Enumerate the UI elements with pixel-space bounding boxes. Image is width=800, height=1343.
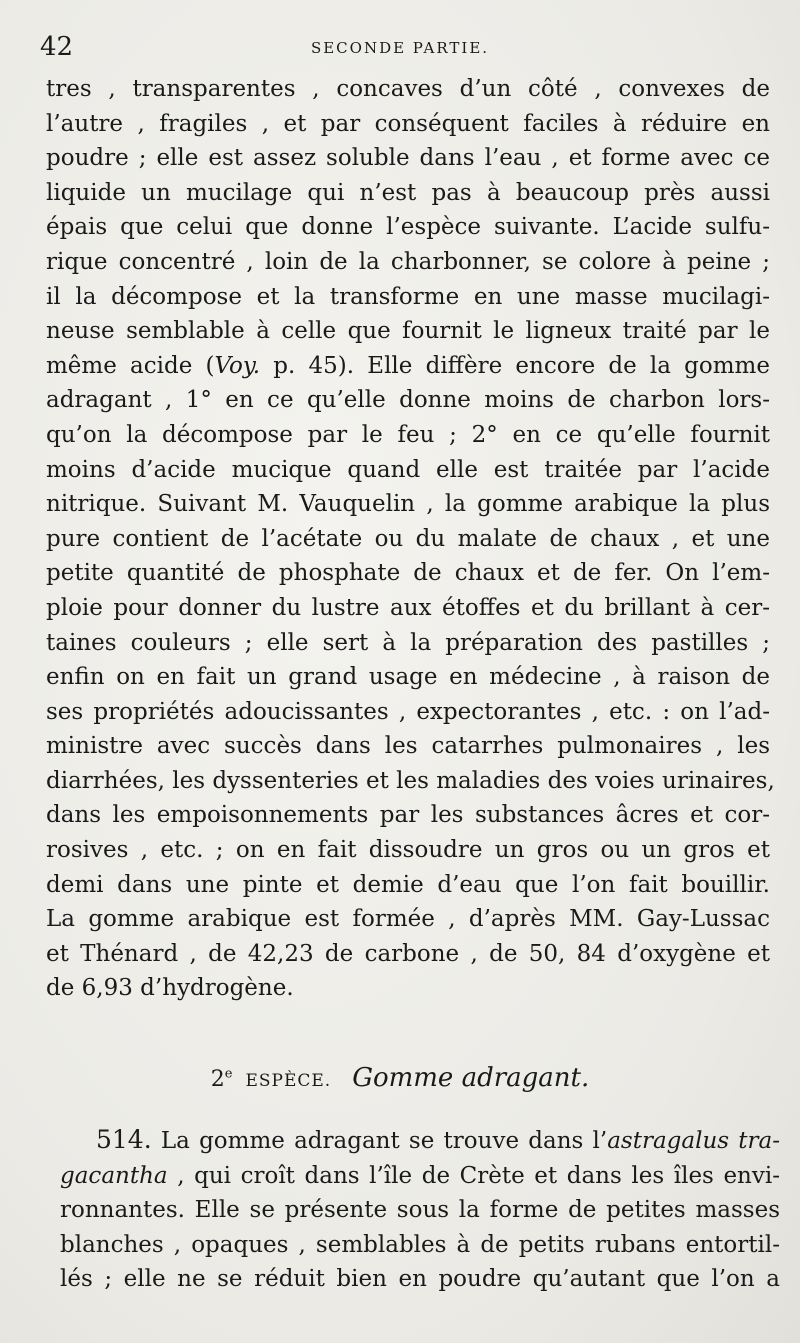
section-kind: ESPÈCE.: [245, 1071, 332, 1092]
text-line: tres , transparentes , concaves d’un côté , convexes de: [46, 76, 770, 102]
text-line: qu’on la décompose par le feu ; 2° en ce qu’elle fournit: [46, 421, 770, 448]
text-line: La gomme arabique est formée , d’après MM. Gay-Lussac: [46, 906, 770, 933]
text-line: ploie pour donner du lustre aux étoffes et du brillant à cer-: [46, 594, 770, 621]
text-line: taines couleurs ; elle sert à la préparation des pastilles ;: [46, 629, 770, 656]
italic-species-name: astragalus tra-: [607, 1128, 781, 1154]
paragraph-number: 514.: [96, 1125, 152, 1154]
paragraph-gomme-adragant: [60, 1123, 780, 1297]
text-line: ronnantes. Elle se présente sous la forme de petites masses: [60, 1197, 780, 1224]
section-heading: [0, 1055, 800, 1101]
text-line: poudre ; elle est assez soluble dans l’eau , et forme avec ce: [46, 145, 770, 172]
text-line: enfin on en fait un grand usage en médecine , à raison de: [46, 664, 770, 691]
text-line: adragant , 1° en ce qu’elle donne moins de charbon lors-: [46, 387, 770, 414]
italic-reference: Voy.: [214, 352, 261, 379]
page-header: [40, 30, 760, 66]
text-line: blanches , opaques , semblables à de petits rubans entortil-: [60, 1231, 780, 1258]
text-segment: , qui croît dans l’île de Crète et dans les îles envi-: [167, 1162, 780, 1189]
text-line: de 6,93 d’hydrogène.: [46, 975, 294, 1002]
text-line: l’autre , fragiles , et par conséquent faciles à réduire en: [46, 110, 770, 137]
running-head: SECONDE PARTIE.: [310, 39, 490, 57]
text-segment: La gomme adragant se trouve dans l’: [151, 1128, 608, 1154]
page-number: 42: [40, 32, 74, 62]
section-title: Gomme adragant.: [352, 1063, 590, 1094]
text-line: ministre avec succès dans les catarrhes pulmonaires , les: [46, 733, 770, 760]
text-line: lés ; elle ne se réduit bien en poudre qu’autant que l’on a: [60, 1266, 780, 1293]
text-line: dans les empoisonnements par les substances âcres et cor-: [46, 802, 770, 829]
text-line: rique concentré , loin de la charbonner, se colore à peine ;: [46, 248, 770, 275]
text-line: diarrhées, les dyssenteries et les maladies des voies urinaires,: [46, 767, 775, 794]
italic-species-name: gacantha: [60, 1162, 168, 1189]
text-line: neuse semblable à celle que fournit le ligneux traité par le: [46, 318, 770, 345]
text-line: moins d’acide mucique quand elle est traitée par l’acide: [46, 456, 770, 483]
text-line: épais que celui que donne l’espèce suivante. L’acide sulfu-: [46, 214, 770, 241]
text-segment: même acide (: [46, 352, 215, 379]
text-segment: p. 45). Elle diffère encore de la gomme: [260, 352, 770, 379]
text-line: nitrique. Suivant M. Vauquelin , la gomme arabique la plus: [46, 491, 770, 518]
text-line: [46, 349, 770, 384]
text-line: liquide un mucilage qui n’est pas à beaucoup près aussi: [46, 179, 770, 206]
ordinal-number: 2: [210, 1067, 225, 1093]
section-ordinal: [211, 1067, 233, 1092]
text-line: petite quantité de phosphate de chaux et de fer. On l’em-: [46, 560, 770, 587]
text-line: pure contient de l’acétate ou du malate de chaux , et une: [46, 525, 770, 552]
paragraph-gomme-arabique: [46, 72, 775, 1006]
text-line: [60, 1123, 780, 1159]
text-line: et Thénard , de 42,23 de carbone , de 50, 84 d’oxygène et: [46, 940, 770, 967]
ordinal-superscript: e: [224, 1067, 233, 1082]
text-line: rosives , etc. ; on en fait dissoudre un gros ou un gros et: [46, 837, 770, 864]
text-line: demi dans une pinte et demie d’eau que l’on fait bouillir.: [46, 871, 770, 898]
text-line: ses propriétés adoucissantes , expectorantes , etc. : on l’ad-: [46, 698, 770, 725]
text-line: [60, 1159, 780, 1194]
text-line: il la décompose et la transforme en une masse mucilagi-: [46, 283, 770, 310]
